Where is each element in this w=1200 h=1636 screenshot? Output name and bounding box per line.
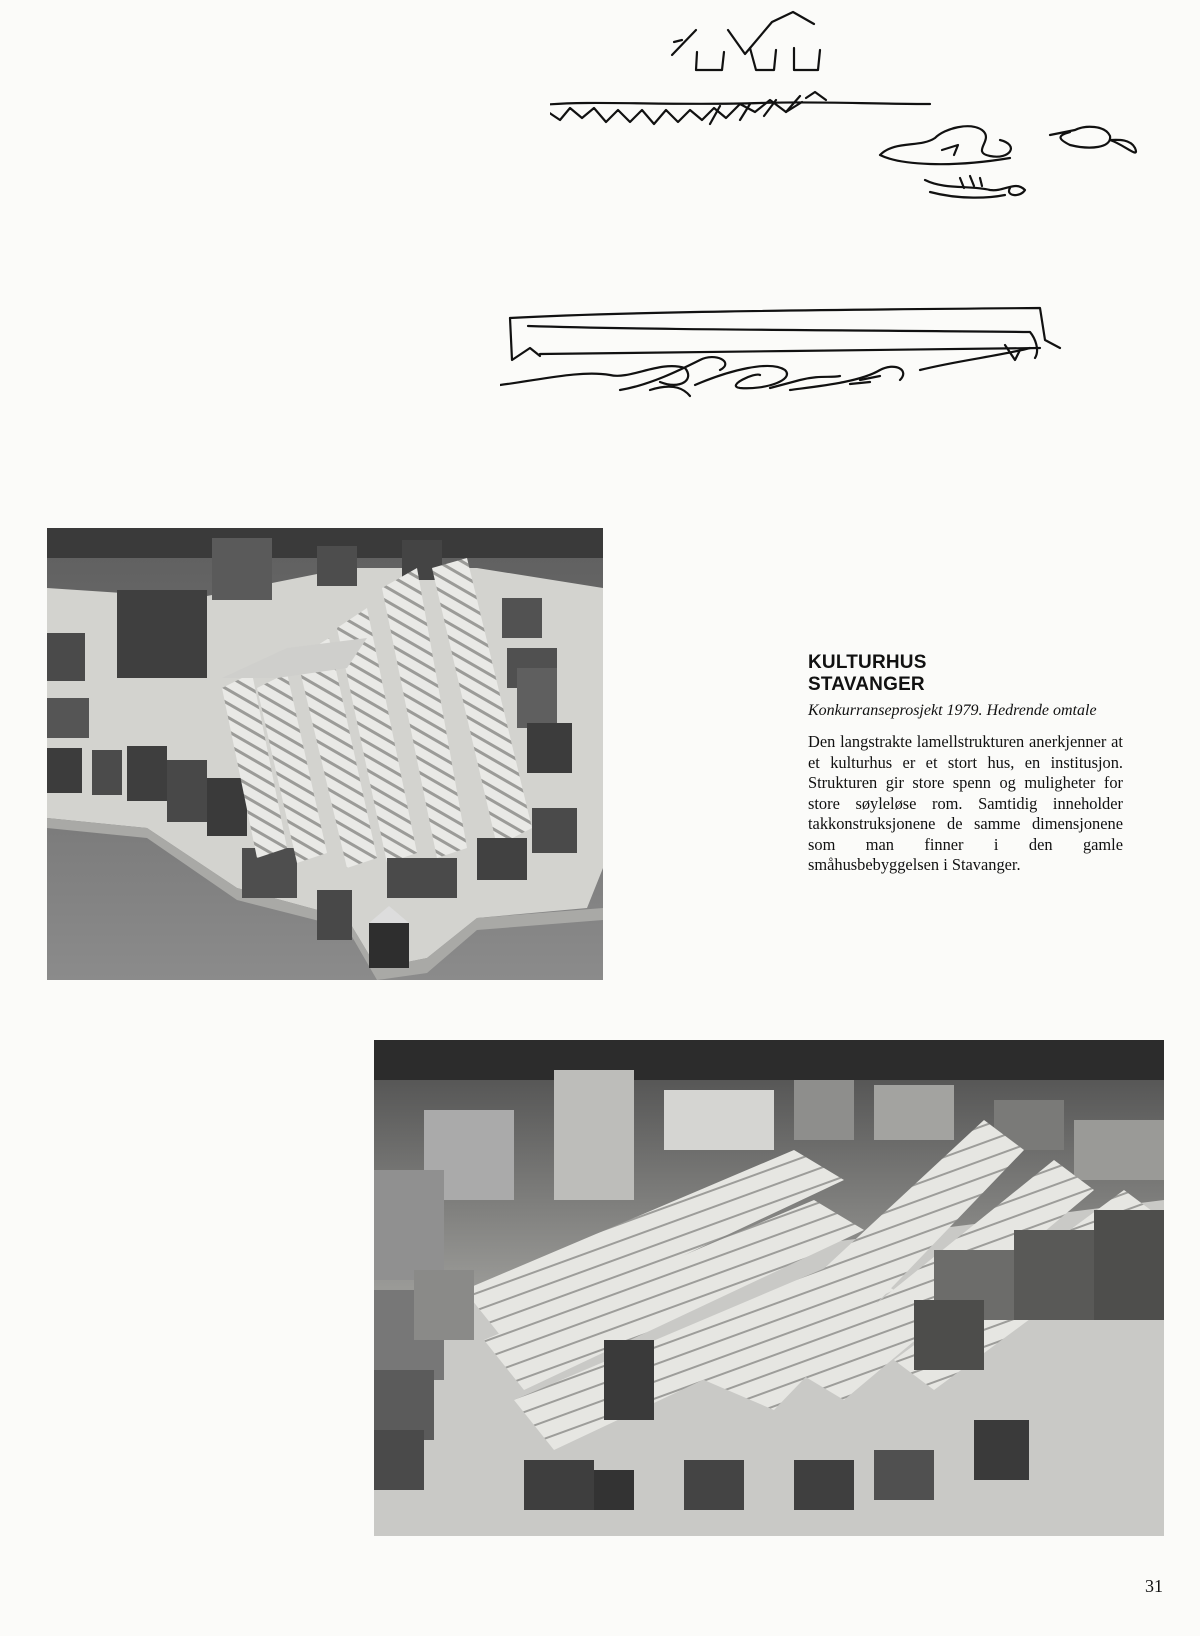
project-title-line1: KULTURHUS <box>808 652 927 673</box>
project-subtitle: Konkurranseprosjekt 1979. Hedrende omtale <box>808 702 1097 719</box>
sketch-roofs-clouds <box>550 0 1190 220</box>
project-title-line2: STAVANGER <box>808 674 925 695</box>
page-number: 31 <box>1145 1576 1163 1596</box>
project-body-text: Den langstrakte lamellstrukturen anerkjenner at et kulturhus er et stort hus, en institusjon. Strukturen gir store spenn og muligheter for store søyleløse rom. Samtidig inneholder takkonstruksjonene de samme dimensjonene som man finner i den gamle småhusbebyggelsen i Stavanger. <box>808 732 1123 874</box>
sketch-long-building <box>500 290 1100 430</box>
project-description <box>808 652 1123 876</box>
photo-site-model-aerial <box>47 528 603 980</box>
photo-site-model-perspective <box>374 1040 1164 1536</box>
